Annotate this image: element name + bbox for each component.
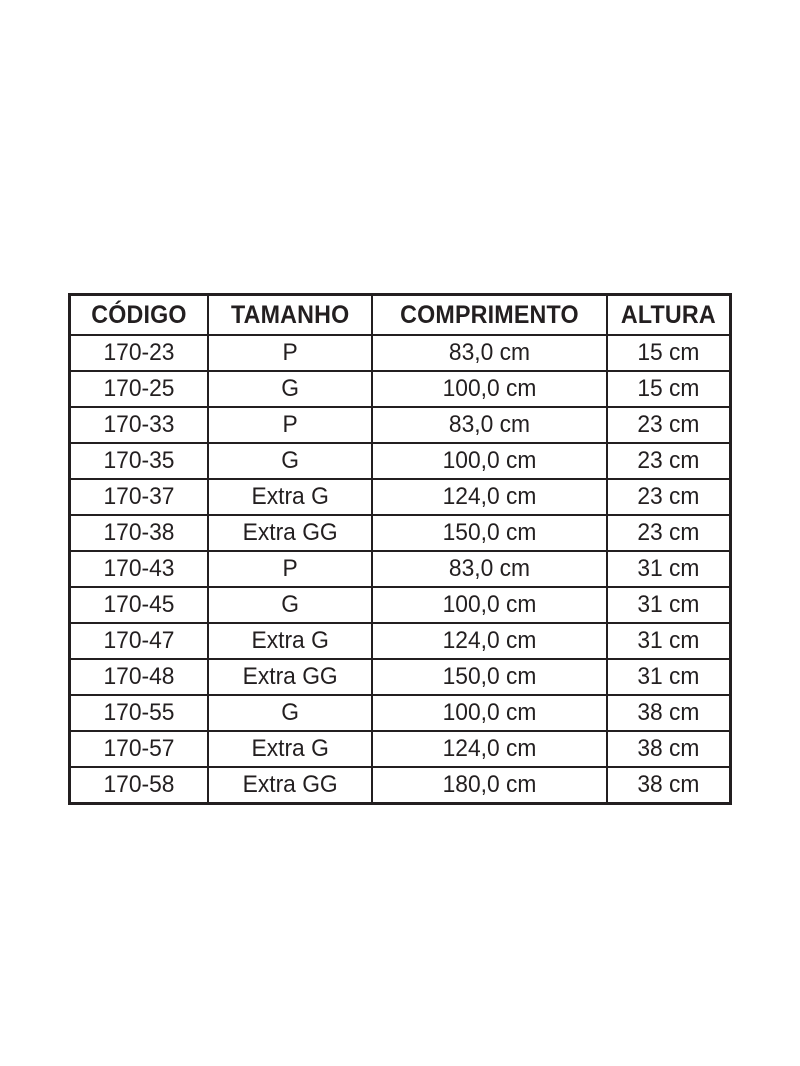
cell-altura: 15 cm: [610, 335, 727, 371]
cell-codigo: 170-45: [73, 587, 204, 623]
cell-comprimento: 124,0 cm: [378, 731, 601, 767]
cell-comprimento: 100,0 cm: [378, 371, 601, 407]
cell-comprimento: 100,0 cm: [378, 695, 601, 731]
table-row: [70, 695, 730, 731]
cell-codigo: 170-38: [73, 515, 204, 551]
cell-codigo: 170-58: [73, 767, 204, 803]
cell-comprimento: 83,0 cm: [378, 407, 601, 443]
cell-tamanho: Extra G: [212, 731, 368, 767]
cell-comprimento: 150,0 cm: [378, 659, 601, 695]
cell-codigo: 170-57: [73, 731, 204, 767]
cell-codigo: 170-25: [73, 371, 204, 407]
table-row: [70, 515, 730, 551]
cell-codigo: 170-35: [73, 443, 204, 479]
cell-altura: 31 cm: [610, 551, 727, 587]
cell-tamanho: G: [212, 695, 368, 731]
table-row: [70, 587, 730, 623]
cell-altura: 31 cm: [610, 659, 727, 695]
cell-tamanho: P: [212, 551, 368, 587]
cell-comprimento: 150,0 cm: [378, 515, 601, 551]
table-row: [70, 371, 730, 407]
table-header-row: [70, 295, 730, 335]
cell-altura: 23 cm: [610, 407, 727, 443]
table-row: [70, 767, 730, 803]
cell-comprimento: 83,0 cm: [378, 335, 601, 371]
table-row: [70, 623, 730, 659]
size-table-container: [69, 294, 731, 804]
column-header-tamanho: TAMANHO: [214, 295, 367, 335]
cell-altura: 38 cm: [610, 731, 727, 767]
table-row: [70, 407, 730, 443]
cell-tamanho: P: [212, 407, 368, 443]
table-row: [70, 551, 730, 587]
cell-altura: 23 cm: [610, 515, 727, 551]
cell-codigo: 170-37: [73, 479, 204, 515]
cell-altura: 31 cm: [610, 587, 727, 623]
cell-altura: 23 cm: [610, 479, 727, 515]
cell-tamanho: Extra G: [212, 479, 368, 515]
table-row: [70, 335, 730, 371]
cell-altura: 15 cm: [610, 371, 727, 407]
cell-altura: 38 cm: [610, 695, 727, 731]
cell-tamanho: G: [212, 443, 368, 479]
cell-codigo: 170-23: [73, 335, 204, 371]
cell-comprimento: 124,0 cm: [378, 623, 601, 659]
table-row: [70, 479, 730, 515]
table-body: [70, 335, 730, 803]
cell-tamanho: G: [212, 587, 368, 623]
cell-altura: 23 cm: [610, 443, 727, 479]
cell-tamanho: Extra GG: [212, 767, 368, 803]
column-header-comprimento: COMPRIMENTO: [380, 295, 599, 335]
column-header-altura: ALTURA: [612, 295, 726, 335]
table-row: [70, 443, 730, 479]
table-row: [70, 659, 730, 695]
cell-tamanho: P: [212, 335, 368, 371]
cell-codigo: 170-43: [73, 551, 204, 587]
cell-comprimento: 83,0 cm: [378, 551, 601, 587]
cell-altura: 38 cm: [610, 767, 727, 803]
size-table: [69, 294, 731, 804]
cell-tamanho: Extra GG: [212, 515, 368, 551]
table-header: [70, 295, 730, 335]
cell-tamanho: Extra G: [212, 623, 368, 659]
cell-codigo: 170-55: [73, 695, 204, 731]
cell-tamanho: G: [212, 371, 368, 407]
cell-comprimento: 124,0 cm: [378, 479, 601, 515]
cell-altura: 31 cm: [610, 623, 727, 659]
cell-tamanho: Extra GG: [212, 659, 368, 695]
cell-comprimento: 100,0 cm: [378, 587, 601, 623]
table-row: [70, 731, 730, 767]
cell-comprimento: 100,0 cm: [378, 443, 601, 479]
cell-comprimento: 180,0 cm: [378, 767, 601, 803]
cell-codigo: 170-47: [73, 623, 204, 659]
cell-codigo: 170-33: [73, 407, 204, 443]
column-header-codigo: CÓDIGO: [75, 295, 203, 335]
cell-codigo: 170-48: [73, 659, 204, 695]
